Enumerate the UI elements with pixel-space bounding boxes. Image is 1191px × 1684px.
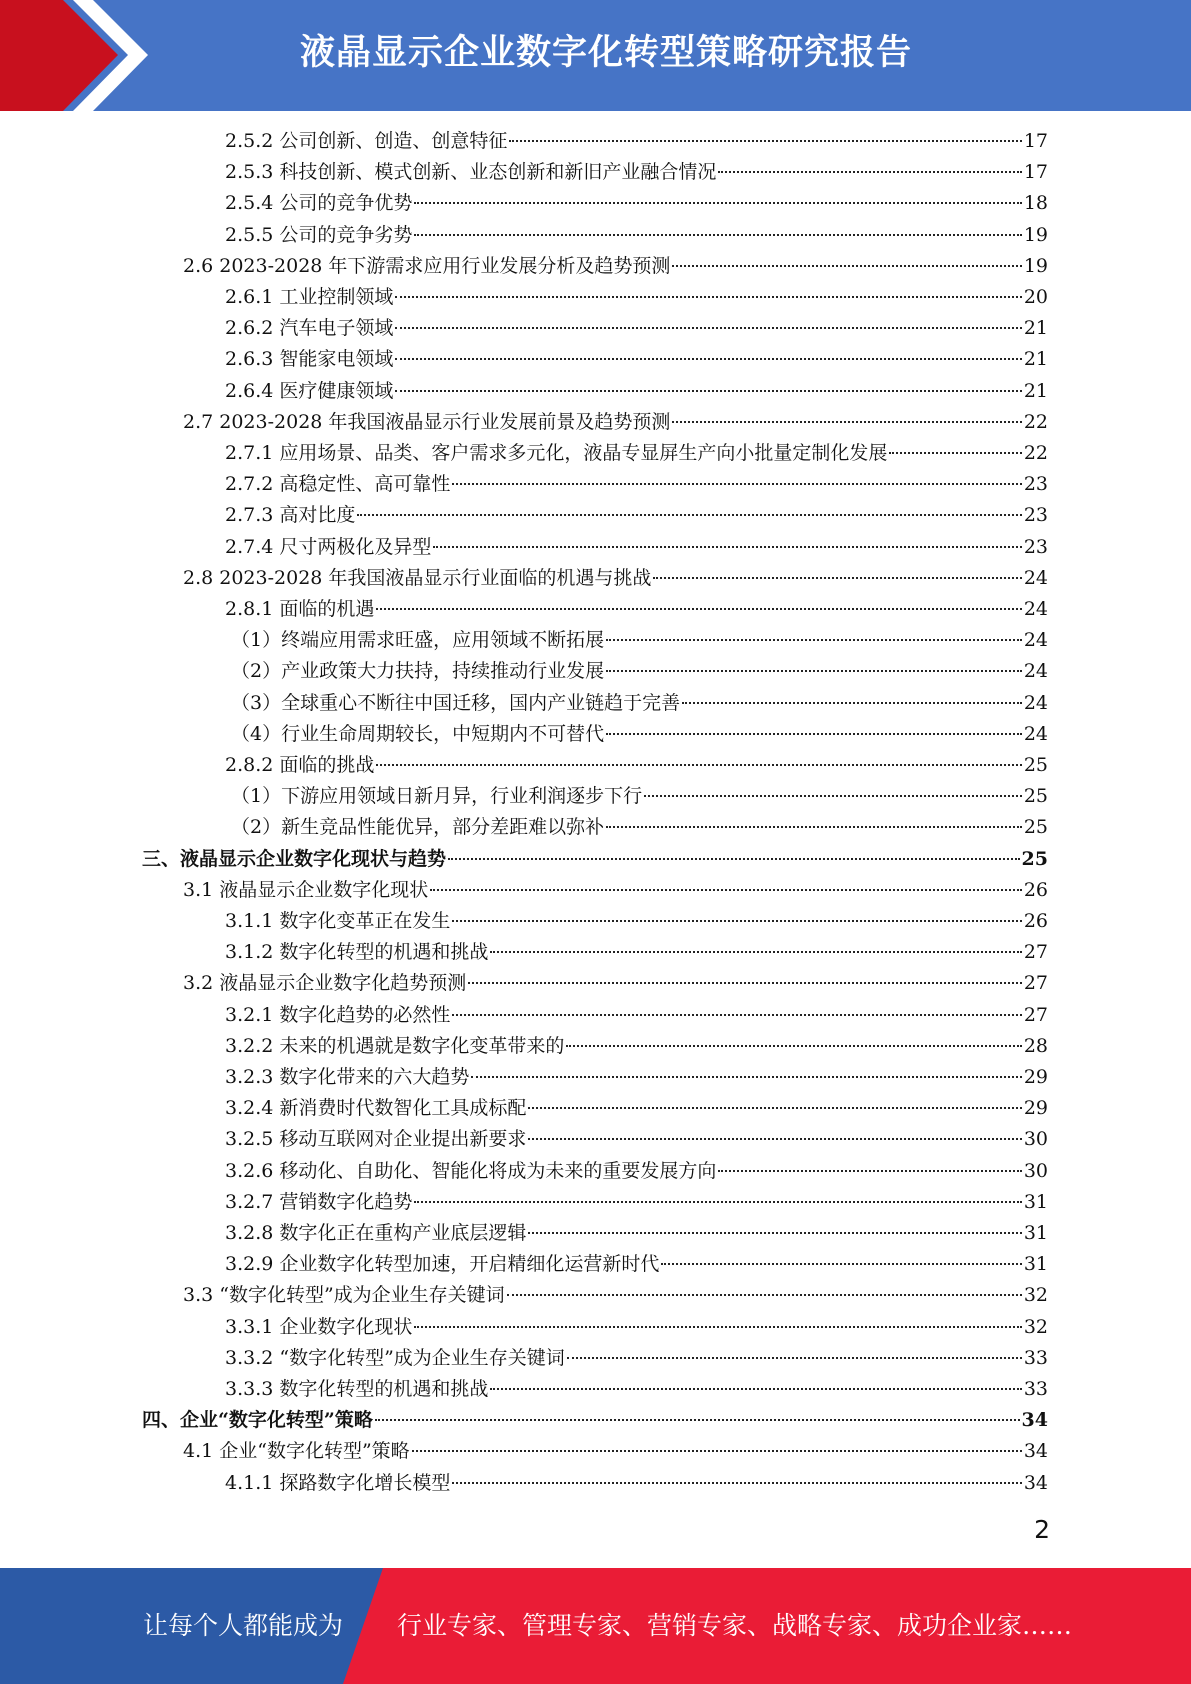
toc-entry[interactable] [183,407,1048,438]
toc-leader-dots [452,1482,1021,1484]
toc-leader-dots [672,265,1021,267]
toc-entry[interactable] [225,1093,1048,1124]
toc-leader-dots [528,1232,1021,1234]
toc-entry-label: 2.5.2 公司创新、创造、创意特征 [225,130,508,152]
toc-entry-page: 22 [1023,442,1048,464]
toc-entry[interactable] [231,719,1048,750]
toc-leader-dots [412,1450,1022,1452]
toc-leader-dots [395,390,1021,392]
toc-entry-page: 33 [1023,1347,1048,1369]
toc-entry-label: 2.7.1 应用场景、品类、客户需求多元化，液晶专显屏生产向小批量定制化发展 [225,442,888,464]
toc-entry[interactable] [225,1374,1048,1405]
toc-leader-dots [395,358,1021,360]
toc-entry-page: 27 [1023,1004,1048,1026]
toc-leader-dots [528,1138,1021,1140]
toc-entry[interactable] [225,220,1048,251]
footer-slogan: 让每个人都能成为 [143,1611,344,1640]
toc-leader-dots [653,577,1021,579]
toc-entry[interactable] [225,594,1048,625]
toc-entry-label: 3.3.1 企业数字化现状 [225,1316,413,1338]
toc-leader-dots [718,171,1021,173]
toc-entry[interactable] [231,781,1048,812]
toc-leader-dots [357,514,1021,516]
toc-entry-page: 30 [1023,1160,1048,1182]
toc-leader-dots [375,1419,1020,1421]
page-footer [0,1568,1191,1684]
toc-entry[interactable] [225,1468,1048,1499]
toc-entry-label: 3.3.3 数字化转型的机遇和挑战 [225,1378,489,1400]
toc-entry-page: 24 [1023,629,1048,651]
toc-leader-dots [448,858,1020,860]
toc-leader-dots [606,733,1022,735]
toc-leader-dots [414,234,1021,236]
toc-entry[interactable] [183,1280,1048,1311]
toc-entry-label: 2.7.2 高稳定性、高可靠性 [225,473,451,495]
toc-entry[interactable] [225,1062,1048,1093]
toc-entry-page: 19 [1023,255,1048,277]
toc-entry-label: 3.3.2 “数字化转型”成为企业生存关键词 [225,1347,565,1369]
toc-entry[interactable] [225,1312,1048,1343]
toc-entry-label: 3.2.1 数字化趋势的必然性 [225,1004,451,1026]
toc-leader-dots [606,639,1022,641]
toc-entry-page: 33 [1023,1378,1048,1400]
toc-leader-dots [452,1014,1021,1016]
page-header [0,0,1191,111]
toc-entry-label: 2.5.4 公司的竞争优势 [225,192,413,214]
toc-entry-page: 17 [1023,161,1048,183]
toc-entry-label: 2.8.1 面临的机遇 [225,598,375,620]
toc-leader-dots [468,982,1022,984]
toc-entry-page: 24 [1023,567,1048,589]
toc-leader-dots [433,546,1021,548]
toc-leader-dots [672,421,1021,423]
footer-tagline: 行业专家、管理专家、营销专家、战略专家、成功企业家…… [397,1611,1073,1640]
toc-leader-dots [606,826,1022,828]
toc-entry-page: 26 [1023,910,1048,932]
toc-entry-label: 3.2.5 移动互联网对企业提出新要求 [225,1128,527,1150]
toc-entry-page: 24 [1023,723,1048,745]
toc-entry-page: 25 [1023,754,1048,776]
toc-entry-page: 23 [1023,504,1048,526]
toc-entry-label: （2）新生竞品性能优异，部分差距难以弥补 [231,816,605,838]
toc-entry-label: 3.2.6 移动化、自助化、智能化将成为未来的重要发展方向 [225,1160,717,1182]
toc-entry-label: （4）行业生命周期较长，中短期内不可替代 [231,723,605,745]
toc-entry-page: 22 [1023,411,1048,433]
toc-entry-page: 34 [1023,1440,1048,1462]
toc-leader-dots [889,452,1021,454]
toc-entry-label: 4.1.1 探路数字化增长模型 [225,1472,451,1494]
toc-entry-label: 2.7.4 尺寸两极化及异型 [225,536,432,558]
toc-entry[interactable] [225,313,1048,344]
toc-entry[interactable] [225,157,1048,188]
toc-entry-page: 26 [1023,879,1048,901]
toc-entry-label: （1）下游应用领域日新月异，行业利润逐步下行 [231,785,643,807]
toc-leader-dots [471,1076,1021,1078]
toc-entry-page: 25 [1023,816,1048,838]
toc-entry-label: 3.2.4 新消费时代数智化工具成标配 [225,1097,527,1119]
toc-entry-page: 31 [1023,1253,1048,1275]
toc-leader-dots [566,1045,1021,1047]
toc-entry[interactable] [225,469,1048,500]
toc-entry[interactable] [225,1343,1048,1374]
toc-entry-label: （2）产业政策大力扶持，持续推动行业发展 [231,660,605,682]
toc-entry[interactable] [225,1249,1048,1280]
toc-leader-dots [528,1107,1021,1109]
toc-entry-page: 32 [1023,1284,1048,1306]
toc-entry-label: 2.7 2023-2028 年我国液晶显示行业发展前景及趋势预测 [183,411,671,433]
toc-leader-dots [395,327,1021,329]
toc-entry-label: 2.6 2023-2028 年下游需求应用行业发展分析及趋势预测 [183,255,671,277]
report-title: 液晶显示企业数字化转型策略研究报告 [300,33,913,73]
toc-entry-page: 25 [1023,785,1048,807]
toc-entry-label: 2.8.2 面临的挑战 [225,754,375,776]
toc-leader-dots [376,608,1021,610]
toc-leader-dots [414,202,1021,204]
toc-entry-label: 2.5.3 科技创新、模式创新、业态创新和新旧产业融合情况 [225,161,717,183]
toc-entry-label: 2.6.1 工业控制领域 [225,286,394,308]
toc-leader-dots [376,764,1021,766]
toc-leader-dots [414,1326,1021,1328]
toc-entry[interactable] [225,1031,1048,1062]
toc-entry[interactable] [225,532,1048,563]
toc-entry[interactable] [225,750,1048,781]
toc-entry-label: 3.1 液晶显示企业数字化现状 [183,879,429,901]
toc-entry-label: 3.1.1 数字化变革正在发生 [225,910,451,932]
toc-entry-label: 4.1 企业“数字化转型”策略 [183,1440,410,1462]
toc-entry-label: 3.2.3 数字化带来的六大趋势 [225,1066,470,1088]
toc-entry[interactable] [225,344,1048,375]
toc-entry[interactable] [183,875,1048,906]
toc-entry-page: 34 [1021,1409,1048,1431]
toc-leader-dots [430,889,1022,891]
toc-entry-page: 29 [1023,1066,1048,1088]
toc-leader-dots [507,1294,1022,1296]
toc-entry-page: 17 [1023,130,1048,152]
toc-leader-dots [452,483,1021,485]
toc-entry-label: 3.2.2 未来的机遇就是数字化变革带来的 [225,1035,565,1057]
toc-entry-label: 2.6.3 智能家电领域 [225,348,394,370]
toc-entry-page: 27 [1023,972,1048,994]
toc-entry[interactable] [225,1000,1048,1031]
toc-entry[interactable] [142,1405,1048,1436]
toc-entry-label: 3.2.7 营销数字化趋势 [225,1191,413,1213]
toc-entry-page: 21 [1023,317,1048,339]
toc-entry-page: 24 [1023,692,1048,714]
toc-leader-dots [682,702,1022,704]
toc-entry-page: 31 [1023,1222,1048,1244]
toc-entry-page: 18 [1023,192,1048,214]
toc-entry[interactable] [231,688,1048,719]
toc-entry[interactable] [225,188,1048,219]
toc-entry-label: 3.2.8 数字化正在重构产业底层逻辑 [225,1222,527,1244]
toc-entry[interactable] [225,282,1048,313]
toc-leader-dots [490,1388,1021,1390]
toc-entry-page: 19 [1023,224,1048,246]
toc-leader-dots [644,795,1022,797]
toc-leader-dots [718,1170,1021,1172]
toc-entry-label: （3）全球重心不断往中国迁移，国内产业链趋于完善 [231,692,681,714]
toc-entry-label: 3.2 液晶显示企业数字化趋势预测 [183,972,467,994]
toc-entry[interactable] [225,1218,1048,1249]
toc-entry-page: 30 [1023,1128,1048,1150]
toc-entry[interactable] [225,937,1048,968]
toc-leader-dots [567,1357,1022,1359]
toc-entry-page: 21 [1023,380,1048,402]
toc-leader-dots [509,140,1021,142]
toc-leader-dots [661,1263,1021,1265]
toc-entry[interactable] [231,625,1048,656]
toc-leader-dots [490,951,1021,953]
toc-entry-page: 24 [1023,660,1048,682]
toc-entry-page: 28 [1023,1035,1048,1057]
toc-entry[interactable] [225,1187,1048,1218]
toc-entry-page: 29 [1023,1097,1048,1119]
toc-entry-label: 3.1.2 数字化转型的机遇和挑战 [225,941,489,963]
toc-entry[interactable] [183,251,1048,282]
toc-entry-label: 2.8 2023-2028 年我国液晶显示行业面临的机遇与挑战 [183,567,652,589]
toc-entry-label: 3.3 “数字化转型”成为企业生存关键词 [183,1284,505,1306]
toc-entry[interactable] [183,563,1048,594]
toc-entry[interactable] [225,1156,1048,1187]
toc-entry[interactable] [231,656,1048,687]
toc-entry[interactable] [225,1124,1048,1155]
page-number: 2 [1034,1515,1050,1544]
toc-entry[interactable] [183,1436,1048,1467]
toc-leader-dots [452,920,1021,922]
toc-entry-label: 2.7.3 高对比度 [225,504,356,526]
toc-entry[interactable] [225,126,1048,157]
toc-entry-page: 23 [1023,536,1048,558]
toc-entry-page: 31 [1023,1191,1048,1213]
toc-entry[interactable] [183,968,1048,999]
toc-leader-dots [395,296,1021,298]
toc-entry-page: 24 [1023,598,1048,620]
toc-leader-dots [414,1201,1021,1203]
toc-entry[interactable] [231,812,1048,843]
toc-leader-dots [606,670,1022,672]
toc-entry-page: 21 [1023,348,1048,370]
toc-entry-page: 23 [1023,473,1048,495]
toc-entry-label: 2.5.5 公司的竞争劣势 [225,224,413,246]
toc-entry[interactable] [225,906,1048,937]
toc-entry-label: 四、企业“数字化转型”策略 [142,1409,373,1431]
toc-entry-page: 25 [1021,848,1048,870]
toc-entry[interactable] [225,376,1048,407]
toc-entry[interactable] [225,438,1048,469]
toc-entry-label: 2.6.2 汽车电子领域 [225,317,394,339]
toc-entry-label: （1）终端应用需求旺盛，应用领域不断拓展 [231,629,605,651]
toc-entry-label: 3.2.9 企业数字化转型加速，开启精细化运营新时代 [225,1253,660,1275]
toc-entry[interactable] [142,844,1048,875]
toc-entry-page: 32 [1023,1316,1048,1338]
toc-entry-label: 2.6.4 医疗健康领域 [225,380,394,402]
toc-entry[interactable] [225,500,1048,531]
toc-entry-page: 20 [1023,286,1048,308]
toc-entry-page: 34 [1023,1472,1048,1494]
toc-entry-page: 27 [1023,941,1048,963]
toc-entry-label: 三、液晶显示企业数字化现状与趋势 [142,848,447,870]
